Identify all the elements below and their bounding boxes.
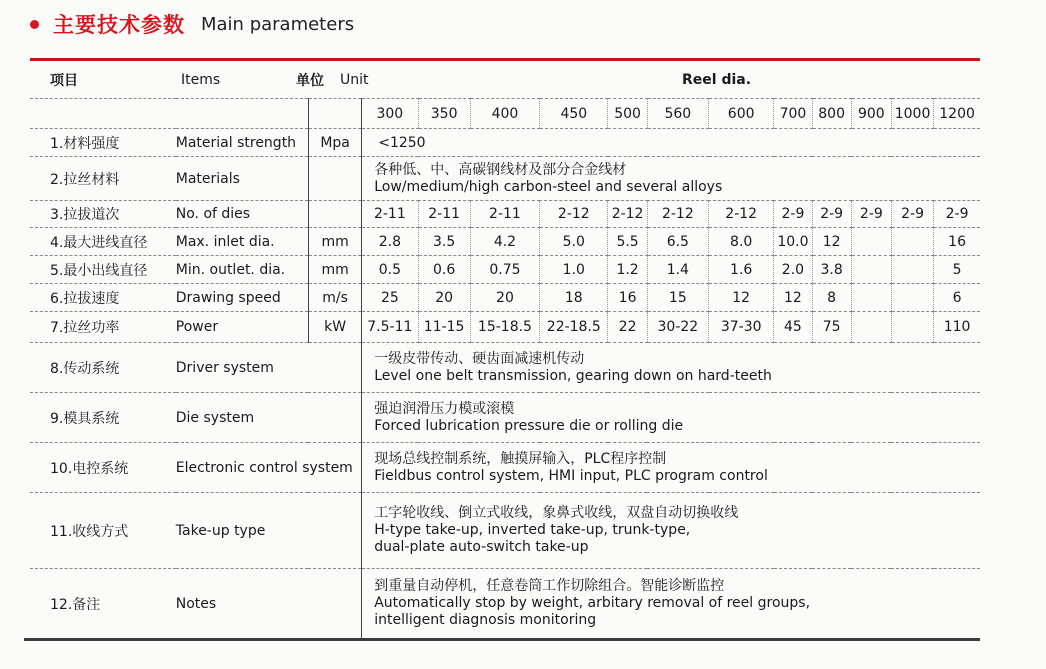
inlet-value: 10.0 (774, 228, 812, 256)
reel-size: 1200 (934, 99, 980, 129)
bottom-rule (24, 638, 980, 641)
inlet-value: 2.8 (362, 228, 418, 256)
row-label-en: Min. outlet. dia. (176, 256, 309, 284)
reel-size: 500 (608, 99, 647, 129)
notes-cn: 到重量自动停机，任意卷筒工作切除组合。智能诊断监控 (374, 578, 725, 595)
reel-size: 400 (470, 99, 539, 129)
title-cn: 主要技术参数 (53, 13, 185, 37)
speed-value: 20 (418, 284, 470, 312)
row-label-en: Material strength (176, 129, 309, 157)
reel-size: 450 (540, 99, 608, 129)
power-value: 110 (934, 312, 980, 343)
inlet-value: 3.5 (418, 228, 470, 256)
control-text (362, 443, 980, 493)
reel-size: 350 (418, 99, 470, 129)
row-label-en: Notes (175, 595, 217, 612)
row-label-en: Power (176, 312, 309, 343)
row-label-en: Drawing speed (176, 284, 309, 312)
row-label-cn: 8.传动系统 (30, 343, 176, 393)
row-label-cn: 4.最大进线直径 (30, 228, 176, 256)
speed-value (851, 284, 891, 312)
power-value: 7.5-11 (362, 312, 418, 343)
reel-size: 600 (709, 99, 774, 129)
power-value: 22 (608, 312, 647, 343)
table-row (30, 99, 980, 129)
materials-en: Low/medium/high carbon-steel and several alloys (374, 178, 723, 195)
inlet-value: 6.5 (647, 228, 708, 256)
row-unit (308, 201, 361, 228)
col-head-unit-en: Unit (340, 72, 369, 88)
power-value (891, 312, 933, 343)
dies-value: 2-11 (418, 201, 470, 228)
speed-value: 15 (647, 284, 708, 312)
outlet-value: 1.6 (709, 256, 774, 284)
row-label-en: Materials (176, 157, 309, 201)
die-system-cn: 强迫润滑压力模或滚模 (374, 400, 515, 417)
col-head-reel: Reel dia. (682, 72, 752, 88)
strength-value: <1250 (362, 129, 980, 157)
dies-value: 2-9 (812, 201, 851, 228)
speed-value: 25 (362, 284, 418, 312)
speed-value: 16 (608, 284, 647, 312)
takeup-en-2: dual-plate auto-switch take-up (374, 539, 589, 555)
row-unit: kW (308, 312, 361, 343)
outlet-value: 1.0 (540, 256, 608, 284)
table-row (30, 443, 980, 493)
die-system-en: Forced lubrication pressure die or rolling die (374, 417, 684, 434)
row-label-en: Electronic control system (176, 443, 362, 493)
reel-size: 1000 (891, 99, 933, 129)
section-header (30, 6, 354, 42)
takeup-text (362, 493, 980, 569)
row-label-cn: 10.电控系统 (30, 443, 176, 493)
row-label-cn: 3.拉拔道次 (30, 201, 176, 228)
inlet-value: 5.5 (608, 228, 647, 256)
row-label-en: Die system (176, 393, 362, 443)
power-value (851, 312, 891, 343)
power-value: 75 (812, 312, 851, 343)
materials-text (362, 157, 980, 201)
inlet-value: 16 (934, 228, 980, 256)
table-row (30, 569, 980, 639)
dies-value: 2-12 (709, 201, 774, 228)
bullet-dot-icon (30, 20, 39, 29)
col-head-item-cn: 项目 (50, 73, 78, 89)
row-label-en: Max. inlet dia. (176, 228, 309, 256)
outlet-value (851, 256, 891, 284)
row-label-en: No. of dies (176, 201, 309, 228)
row-label-cn: 12.备注 (50, 596, 101, 613)
speed-value (891, 284, 933, 312)
outlet-value: 3.8 (812, 256, 851, 284)
dies-value: 2-12 (540, 201, 608, 228)
inlet-value: 12 (812, 228, 851, 256)
power-value: 15-18.5 (470, 312, 539, 343)
die-system-text (362, 393, 980, 443)
row-label-cn: 1.材料强度 (30, 129, 176, 157)
power-value: 45 (774, 312, 812, 343)
power-value: 22-18.5 (540, 312, 608, 343)
dies-value: 2-9 (934, 201, 980, 228)
outlet-value: 2.0 (774, 256, 812, 284)
row-label-cn: 5.最小出线直径 (30, 256, 176, 284)
outlet-value: 0.75 (470, 256, 539, 284)
speed-value: 12 (774, 284, 812, 312)
inlet-value: 5.0 (540, 228, 608, 256)
inlet-value: 8.0 (709, 228, 774, 256)
header-rule (30, 58, 980, 61)
table-row (30, 201, 980, 228)
reel-size: 560 (647, 99, 708, 129)
materials-cn: 各种低、中、高碳钢线材及部分合金线材 (374, 161, 627, 178)
speed-value: 20 (470, 284, 539, 312)
control-en: Fieldbus control system, HMI input, PLC program control (374, 467, 768, 484)
row-label-en: Take-up type (176, 493, 362, 569)
table-row (30, 343, 980, 393)
notes-en-2: intelligent diagnosis monitoring (374, 612, 597, 629)
outlet-value: 1.2 (608, 256, 647, 284)
power-value: 37-30 (709, 312, 774, 343)
col-head-item-en: Items (181, 72, 221, 88)
dies-value: 2-11 (470, 201, 539, 228)
col-head-unit-cn: 单位 (296, 73, 324, 89)
outlet-value: 5 (934, 256, 980, 284)
table-row (30, 129, 980, 157)
inlet-value (851, 228, 891, 256)
speed-value: 8 (812, 284, 851, 312)
row-label-cn: 11.收线方式 (30, 493, 176, 569)
table-row (30, 284, 980, 312)
row-unit: mm (308, 256, 361, 284)
speed-value: 6 (934, 284, 980, 312)
table-row (30, 312, 980, 343)
inlet-value: 4.2 (470, 228, 539, 256)
row-unit (308, 157, 361, 201)
speed-value: 12 (709, 284, 774, 312)
inlet-value (891, 228, 933, 256)
notes-en-1: Automatically stop by weight, arbitary removal of reel groups, (374, 595, 811, 612)
title-en: Main parameters (201, 13, 355, 35)
outlet-value: 0.6 (418, 256, 470, 284)
dies-value: 2-12 (608, 201, 647, 228)
parameters-table (30, 98, 980, 639)
table-row (30, 493, 980, 569)
reel-size: 900 (851, 99, 891, 129)
table-row (30, 228, 980, 256)
row-label-cn: 6.拉拔速度 (30, 284, 176, 312)
row-unit: Mpa (308, 129, 361, 157)
dies-value: 2-9 (774, 201, 812, 228)
row-label-en: Driver system (176, 343, 362, 393)
dies-value: 2-11 (362, 201, 418, 228)
reel-size: 700 (774, 99, 812, 129)
dies-value: 2-9 (891, 201, 933, 228)
notes-text (362, 569, 980, 639)
driver-en: Level one belt transmission, gearing down on hard-teeth (374, 367, 772, 384)
reel-size: 800 (812, 99, 851, 129)
power-value: 30-22 (647, 312, 708, 343)
outlet-value: 0.5 (362, 256, 418, 284)
driver-cn: 一级皮带传动、硬齿面减速机传动 (374, 350, 585, 367)
reel-size: 300 (362, 99, 418, 129)
row-unit: m/s (308, 284, 361, 312)
speed-value: 18 (540, 284, 608, 312)
dies-value: 2-9 (851, 201, 891, 228)
driver-text (362, 343, 980, 393)
row-label-cn: 7.拉丝功率 (30, 312, 176, 343)
control-cn: 现场总线控制系统，触摸屏输入，PLC程序控制 (374, 450, 667, 467)
outlet-value (891, 256, 933, 284)
row-label-cn: 2.拉丝材料 (30, 157, 176, 201)
takeup-en-1: H-type take-up, inverted take-up, trunk-type, (374, 522, 691, 538)
dies-value: 2-12 (647, 201, 708, 228)
row-unit: mm (308, 228, 361, 256)
table-row (30, 157, 980, 201)
table-row (30, 393, 980, 443)
row-label-cn: 9.模具系统 (30, 393, 176, 443)
power-value: 11-15 (418, 312, 470, 343)
outlet-value: 1.4 (647, 256, 708, 284)
takeup-cn: 工字轮收线、倒立式收线，象鼻式收线，双盘自动切换收线 (374, 505, 739, 521)
table-row (30, 256, 980, 284)
